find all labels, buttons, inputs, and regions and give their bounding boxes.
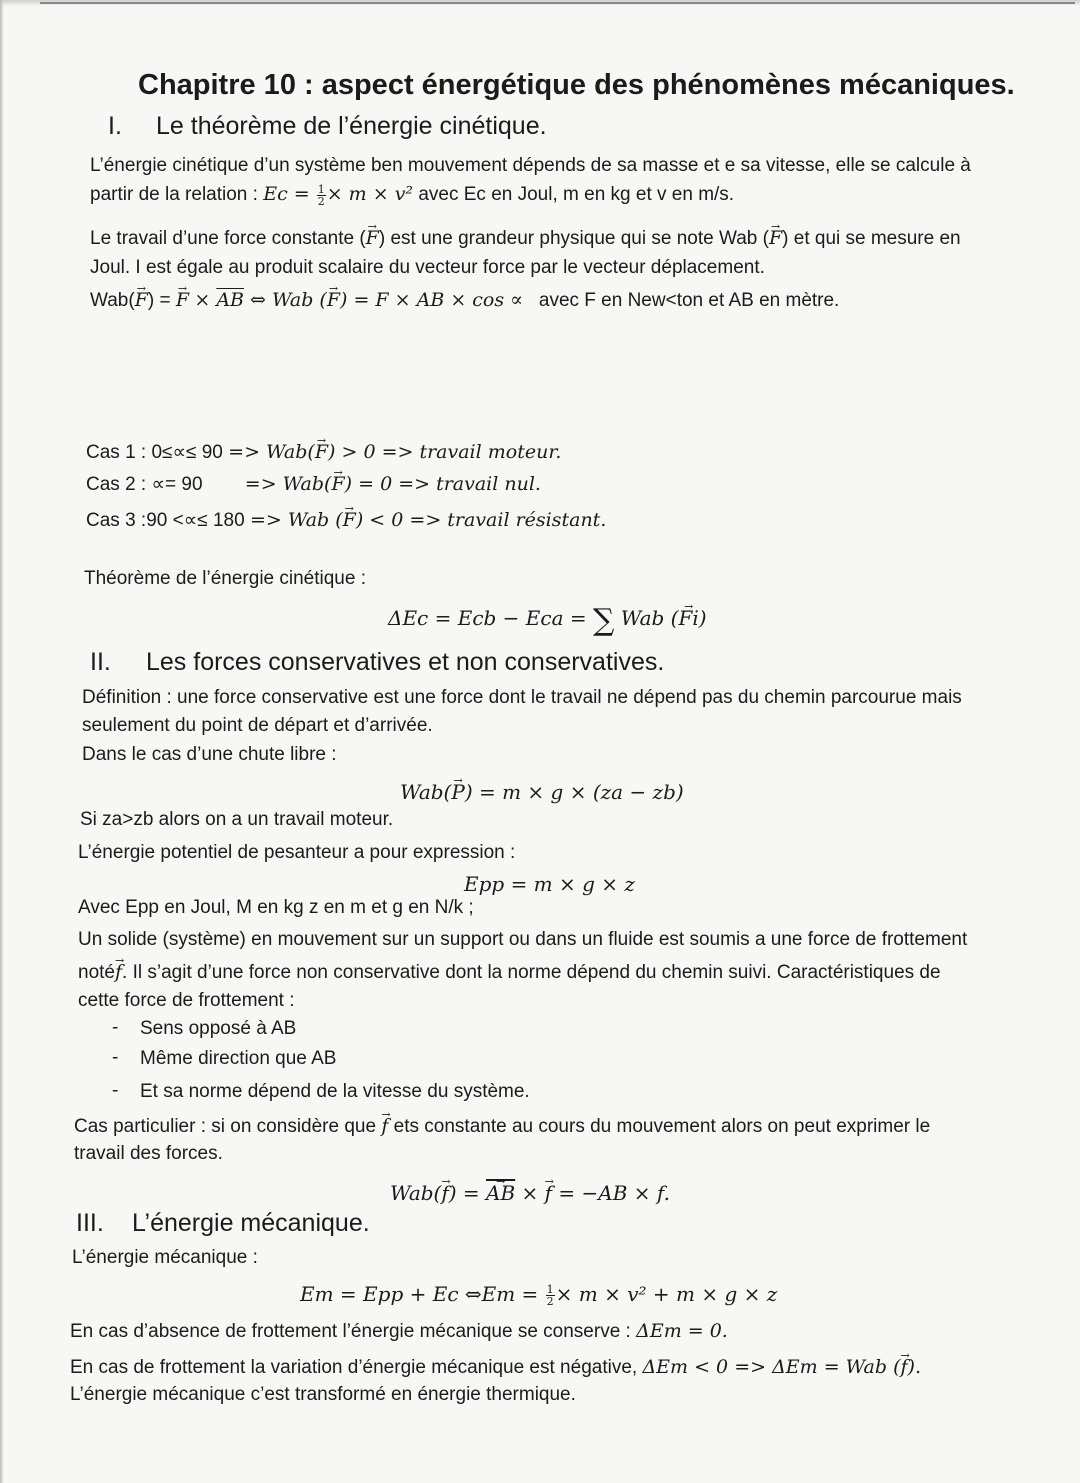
work-units: avec F en New<ton et AB en mètre. — [538, 290, 840, 311]
s1-p2-text-b: ) est une grandeur physique qui se note Wab ( — [378, 228, 769, 249]
special-case-line-1 — [74, 1114, 930, 1139]
force-vector-symbol: → F — [769, 226, 782, 250]
page-title: Chapitre 10 : aspect énergétique des phénomènes mécaniques. — [138, 69, 1015, 101]
bullet-item-2: Même direction que AB — [140, 1048, 337, 1069]
s1-p2-text-c: ) et qui se mesure en — [782, 228, 961, 249]
free-fall-intro: Dans le cas d’une chute libre : — [82, 744, 337, 765]
friction-line-1: Un solide (système) en mouvement sur un support ou dans un fluide est soumis a une force de frottement — [78, 929, 968, 950]
definition-line-1: Définition : une force conservative est une force dont le travail ne dépend pas du chemin parcourue mais — [82, 687, 962, 708]
section-3-title: L’énergie mécanique. — [132, 1209, 370, 1237]
potential-energy-units: Avec Epp en Joul, M en kg z en m et g en N/k ; — [78, 897, 474, 918]
work-definition-line — [90, 288, 839, 313]
section-2-number: II. — [90, 648, 111, 676]
s1-paragraph-1-line-2 — [90, 182, 734, 207]
mechanical-energy-label: L’énergie mécanique : — [72, 1247, 258, 1268]
friction-vector-symbol: → f — [381, 1114, 388, 1138]
s1-relation-units: avec Ec en Joul, m en kg et v en m/s. — [413, 184, 735, 205]
case-2-line — [86, 472, 541, 497]
friction-case-line — [70, 1355, 921, 1380]
kinetic-energy-formula: Ec = $\frac{1}{2}$ × m × v² — [263, 182, 414, 208]
friction-line-3: cette force de frottement : — [78, 990, 295, 1011]
s1-p2-text-a: Le travail d’une force constante ( — [90, 228, 366, 249]
case-1-result: travail moteur. — [419, 441, 562, 463]
kinetic-energy-theorem-formula: ΔEc = Ecb − Eca = ∑ Wab (→ Fi) — [388, 605, 707, 634]
friction-vector-symbol: → f — [115, 960, 122, 984]
case-3-result: travail résistant. — [447, 509, 607, 531]
section-3-number: III. — [76, 1209, 104, 1237]
case-2-label: Cas 2 : ∝= 90 — [86, 474, 203, 495]
no-friction-line — [70, 1319, 728, 1344]
case-1-formula: => Wab(→ F) > 0 => travail moteur. — [228, 441, 561, 463]
bullet-item-3: Et sa norme dépend de la vitesse du système. — [140, 1081, 530, 1102]
case-1-label: Cas 1 : 0≤∝≤ 90 — [86, 442, 223, 463]
theorem-label: Théorème de l’énergie cinétique : — [84, 568, 367, 589]
special-case-text-a: Cas particulier : si on considère que — [74, 1116, 382, 1137]
friction-energy-formula: ΔEm < 0 => ΔEm = Wab (→ f). — [642, 1356, 921, 1378]
case-3-formula: => Wab (→ F) < 0 => travail résistant. — [250, 509, 606, 531]
scan-edge-line — [40, 2, 1075, 4]
free-fall-work-formula: Wab(→ P) = m × g × (za − zb) — [400, 779, 684, 805]
bullet-dash: - — [112, 1080, 119, 1101]
potential-energy-intro: L’énergie potentiel de pesanteur a pour expression : — [78, 842, 516, 863]
bullet-item-1: Sens opposé à AB — [140, 1018, 297, 1039]
motor-work-condition: Si za>zb alors on a un travail moteur. — [80, 809, 394, 830]
thermal-energy-line: L’énergie mécanique c’est transformé en énergie thermique. — [70, 1384, 576, 1405]
no-friction-text: En cas d’absence de frottement l’énergie mécanique se conserve : — [70, 1321, 637, 1342]
s1-paragraph-2-line-1 — [90, 226, 961, 251]
s1-relation-intro: partir de la relation : — [90, 184, 264, 205]
section-1-title: Le théorème de l’énergie cinétique. — [156, 112, 547, 140]
section-2-title: Les forces conservatives et non conservatives. — [146, 648, 665, 676]
scan-shadow-left — [0, 0, 4, 1483]
force-vector-symbol: → F — [176, 288, 189, 312]
work-equals: ) = — [147, 290, 176, 311]
friction-work-formula: Wab(→ f) = → $\overline{AB}$ × → f = −AB × f. — [390, 1180, 670, 1206]
section-1-number: I. — [108, 112, 122, 140]
special-case-line-2: travail des forces. — [74, 1143, 223, 1164]
section-2-heading — [90, 647, 664, 677]
case-2-formula: => Wab(→ F) = 0 => travail nul. — [245, 473, 541, 495]
friction-note-text: . Il s’agit d’une force non conservative dont la norme dépend du chemin suivi. Caractéristiques de — [122, 962, 941, 983]
friction-case-text: En cas de frottement la variation d’énergie mécanique est négative, — [70, 1357, 643, 1378]
case-1-line — [86, 440, 561, 465]
special-case-text-b: ets constante au cours du mouvement alors on peut exprimer le — [388, 1116, 931, 1137]
definition-line-2: seulement du point de départ et d’arrivée. — [82, 715, 433, 736]
case-3-line — [86, 508, 606, 533]
potential-energy-formula: Epp = m × g × z — [464, 872, 635, 896]
section-1-heading — [108, 111, 547, 141]
force-vector-symbol: → F — [366, 226, 379, 250]
bullet-dash: - — [112, 1017, 119, 1038]
conservation-formula: ΔEm = 0. — [636, 1320, 728, 1342]
s1-paragraph-1-line-1: L’énergie cinétique d’un système ben mouvement dépends de sa masse et e sa vitesse, elle se calcule à — [90, 155, 971, 176]
force-vector-symbol: → F — [135, 288, 148, 312]
case-3-label: Cas 3 :90 <∝≤ 180 — [86, 510, 245, 531]
work-label: Wab( — [90, 290, 135, 311]
friction-note-label: noté — [78, 962, 115, 983]
s1-paragraph-2-line-2: Joul. I est égale au produit scalaire du vecteur force par le vecteur déplacement. — [90, 257, 765, 278]
friction-line-2 — [78, 960, 941, 985]
work-formula: × $\overline{AB}$ ⇔ Wab (→ F) = F × AB × cos ∝ — [194, 289, 523, 311]
bullet-dash: - — [112, 1047, 119, 1068]
mechanical-energy-formula: Em = Epp + Ec ⇔Em = $\frac{1}{2}$ × m × v² + m × g × z — [300, 1282, 778, 1308]
section-3-heading — [76, 1208, 370, 1238]
case-2-result: travail nul. — [436, 473, 541, 495]
